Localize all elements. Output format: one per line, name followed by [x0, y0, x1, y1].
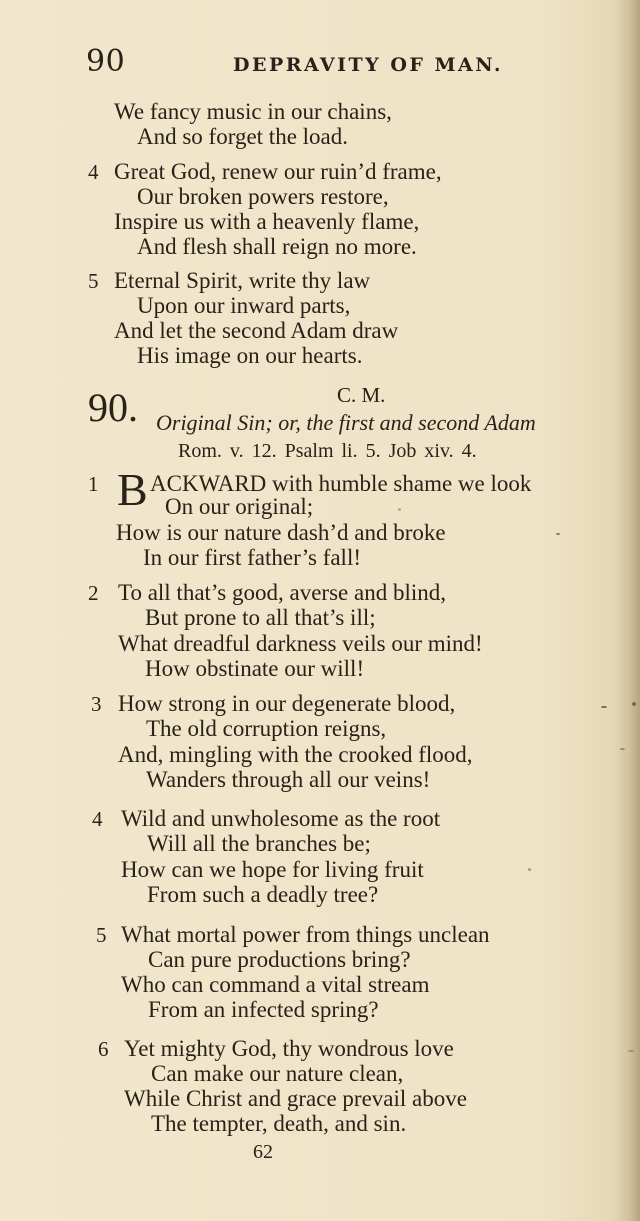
verse-line: What dreadful darkness veils our mind!: [118, 631, 483, 656]
verse-line: And flesh shall reign no more.: [137, 234, 417, 259]
drop-cap: B: [117, 464, 148, 515]
verse-line: How is our nature dash’d and broke: [116, 520, 446, 545]
paper-speck: [601, 706, 607, 708]
verse-line: And so forget the load.: [137, 124, 349, 149]
verse-line: And let the second Adam draw: [114, 318, 399, 343]
verse-line: The old corruption reigns,: [146, 716, 387, 741]
verse-line: Wanders through all our veins!: [146, 767, 431, 792]
verse-line: Our broken powers restore,: [137, 184, 389, 209]
paper-speck: [528, 868, 531, 871]
paper-speck: [620, 748, 625, 750]
verse-number: 4: [92, 807, 103, 831]
verse-line: But prone to all that’s ill;: [145, 605, 376, 630]
verse-line: We fancy music in our chains,: [114, 99, 392, 124]
verse-number: 4: [88, 160, 99, 184]
paper-speck: [398, 508, 401, 511]
verse-line: On our original;: [165, 494, 314, 519]
hymn-number: 90.: [88, 385, 138, 430]
paper-speck: [628, 1050, 634, 1052]
verse-line: His image on our hearts.: [137, 343, 363, 368]
verse-line: Can make our nature clean,: [151, 1061, 404, 1086]
verse-line: How strong in our degenerate blood,: [118, 691, 456, 716]
hymn-meter: C. M.: [337, 383, 386, 407]
paper-speck: [632, 702, 636, 706]
verse-number: 1: [88, 472, 99, 496]
running-head: DEPRAVITY OF MAN.: [233, 54, 504, 76]
verse-line: Eternal Spirit, write thy law: [114, 268, 371, 293]
verse-line: Upon our inward parts,: [137, 293, 351, 318]
paper-speck: [556, 533, 560, 535]
verse-line: And, mingling with the crooked flood,: [118, 742, 473, 767]
page-number: 90: [86, 44, 126, 79]
verse-line: Yet mighty God, thy wondrous love: [124, 1036, 454, 1061]
page-edge-shadow: [612, 0, 640, 1221]
verse-number: 6: [98, 1037, 109, 1061]
verse-line: Great God, renew our ruin’d frame,: [114, 159, 442, 184]
verse-line: Will all the branches be;: [147, 831, 371, 856]
verse-line: How obstinate our will!: [145, 656, 365, 681]
verse-line: From such a deadly tree?: [147, 882, 379, 907]
verse-line: From an infected spring?: [148, 997, 379, 1022]
hymn-subtitle: Original Sin; or, the first and second Adam: [156, 410, 536, 435]
verse-line: To all that’s good, averse and blind,: [118, 580, 446, 605]
verse-line: Can pure productions bring?: [148, 947, 411, 972]
verse-line: How can we hope for living fruit: [121, 857, 424, 882]
scripture-references: Rom. v. 12. Psalm li. 5. Job xiv. 4.: [178, 440, 477, 462]
verse-number: 5: [96, 923, 107, 947]
verse-line: The tempter, death, and sin.: [151, 1111, 407, 1136]
verse-number: 5: [88, 269, 99, 293]
verse-line: Wild and unwholesome as the root: [121, 806, 441, 831]
verse-line: ACKWARD with humble shame we look: [150, 471, 532, 496]
verse-line: Who can command a vital stream: [121, 972, 430, 997]
verse-line: While Christ and grace prevail above: [124, 1086, 467, 1111]
verse-number: 3: [91, 692, 102, 716]
verse-line: In our first father’s fall!: [143, 545, 361, 570]
verse-line: Inspire us with a heavenly flame,: [114, 209, 420, 234]
verse-number: 2: [88, 581, 99, 605]
signature-mark: 62: [253, 1141, 273, 1163]
verse-line: What mortal power from things unclean: [121, 922, 490, 947]
